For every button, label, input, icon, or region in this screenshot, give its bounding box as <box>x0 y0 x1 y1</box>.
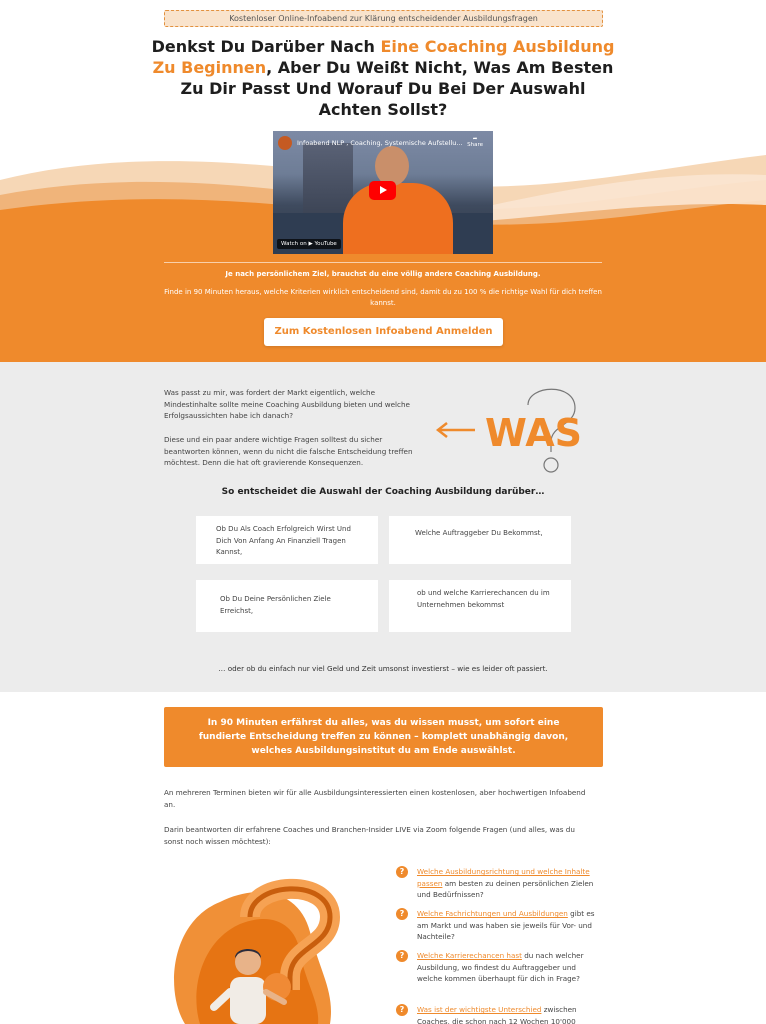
highlight-box: In 90 Minuten erfährst du alles, was du wissen musst, um sofort eine fundierte Entscheidung treffen zu können – komplett unabhängig davon, welches Ausbildungsinstitut du am Ende auswählst. <box>164 707 603 767</box>
faq-link[interactable]: Welche Ausbildungsrichtung und welche Inhalte passen <box>417 867 590 888</box>
hero-divider <box>164 262 602 263</box>
share-button[interactable]: ➦ Share <box>467 136 483 148</box>
watch-on-youtube-link[interactable]: Watch on ▶ YouTube <box>277 239 341 249</box>
faq-link[interactable]: Welche Karrierechancen hast <box>417 951 522 960</box>
faq-item <box>396 950 596 985</box>
video-title[interactable]: Infoabend NLP , Coaching, Systemische Aufstellu... <box>297 139 463 147</box>
intro-paragraph-1: Was passt zu mir, was fordert der Markt eigentlich, welche Mindestinhalte sollte meine Coaching Ausbildung bieten und welche Erfolgsaussichten habe ich danach? <box>164 388 410 420</box>
grey-section-footer: … oder ob du einfach nur viel Geld und Zeit umsonst investierst – wie es leider oft passiert. <box>218 664 548 673</box>
section-title: So entscheidet die Auswahl der Coaching Ausbildung darüber… <box>221 487 545 497</box>
headline-part1: Denkst Du Darüber Nach <box>151 37 381 56</box>
decision-card: Ob Du Als Coach Erfolgreich Wirst Und Dich Von Anfang An Finanziell Tragen Kannst, <box>196 516 378 564</box>
faq-text: am besten zu deinen persönlichen Zielen und Bedürfnissen? <box>417 878 594 899</box>
arrow-left-icon <box>438 423 475 437</box>
hero-sub-text: Finde in 90 Minuten heraus, welche Kriterien wirklich entscheidend sind, damit du zu 100 % die richtige Wahl für dich treffen kannst. <box>164 288 602 307</box>
question-icon: ? <box>396 950 408 962</box>
question-illustration <box>160 862 360 1024</box>
faq-item <box>396 1004 596 1024</box>
video-person-head <box>375 146 409 186</box>
share-label: Share <box>467 142 483 148</box>
faq-text: zwischen Coaches, die schon nach 12 Wochen 10'000 <box>417 1005 577 1024</box>
intro-paragraph-2: Diese und ein paar andere wichtige Fragen solltest du sicher beantworten können, wenn du nicht die falsche Entscheidung treffen möchtest. Denn die hat oft gravierende Konsequenzen. <box>164 435 413 467</box>
was-graphic <box>433 380 603 475</box>
headline-accent: Eine Coaching Ausbildung Zu Beginnen <box>152 37 615 77</box>
faq-item <box>396 908 596 943</box>
faq-text: gibt es am Markt und was haben sie jeweils für Vor- und Nachteile? <box>417 909 595 941</box>
faq-item <box>396 866 596 901</box>
video-player[interactable] <box>273 131 493 254</box>
question-icon: ? <box>396 866 408 878</box>
faq-link[interactable]: Welche Fachrichtungen und Ausbildungen <box>417 909 568 918</box>
decision-card: Welche Auftraggeber Du Bekommst, <box>389 516 571 564</box>
was-label: WAS <box>485 411 582 455</box>
decision-card: Ob Du Deine Persönlichen Ziele Erreichst, <box>196 580 378 632</box>
question-icon: ? <box>396 1004 408 1016</box>
faq-text: du nach welcher Ausbildung, wo findest du Auftraggeber und welche kommen überhaupt für dich in Frage? <box>417 951 584 983</box>
register-button[interactable]: Zum Kostenlosen Infoabend Anmelden <box>264 318 503 346</box>
video-bg-building <box>303 143 353 213</box>
info-paragraph-2: Darin beantworten dir erfahrene Coaches und Branchen-Insider LIVE via Zoom folgende Fragen (und alles, was du sonst noch wissen möchtest): <box>164 825 575 846</box>
page-headline <box>150 36 616 120</box>
faq-link[interactable]: Was ist der wichtigste Unterschied <box>417 1005 542 1014</box>
question-icon: ? <box>396 908 408 920</box>
hero-strong-text: Je nach persönlichem Ziel, brauchst du eine völlig andere Coaching Ausbildung. <box>225 270 541 278</box>
headline-part2: , Aber Du Weißt Nicht, Was Am Besten Zu Dir Passt Und Worauf Du Bei Der Auswahl Achten Sollst? <box>180 58 614 119</box>
announcement-bar: Kostenloser Online-Infoabend zur Klärung entscheidender Ausbildungsfragen <box>164 10 603 27</box>
channel-logo-icon[interactable] <box>278 136 292 150</box>
play-icon[interactable] <box>369 181 396 200</box>
decision-card: ob und welche Karrierechancen du im Unternehmen bekommst <box>389 580 571 632</box>
video-person-body <box>343 183 453 254</box>
info-paragraph-1: An mehreren Terminen bieten wir für alle Ausbildungsinteressierten einen kostenlosen, aber hochwertigen Infoabend an. <box>164 788 586 809</box>
